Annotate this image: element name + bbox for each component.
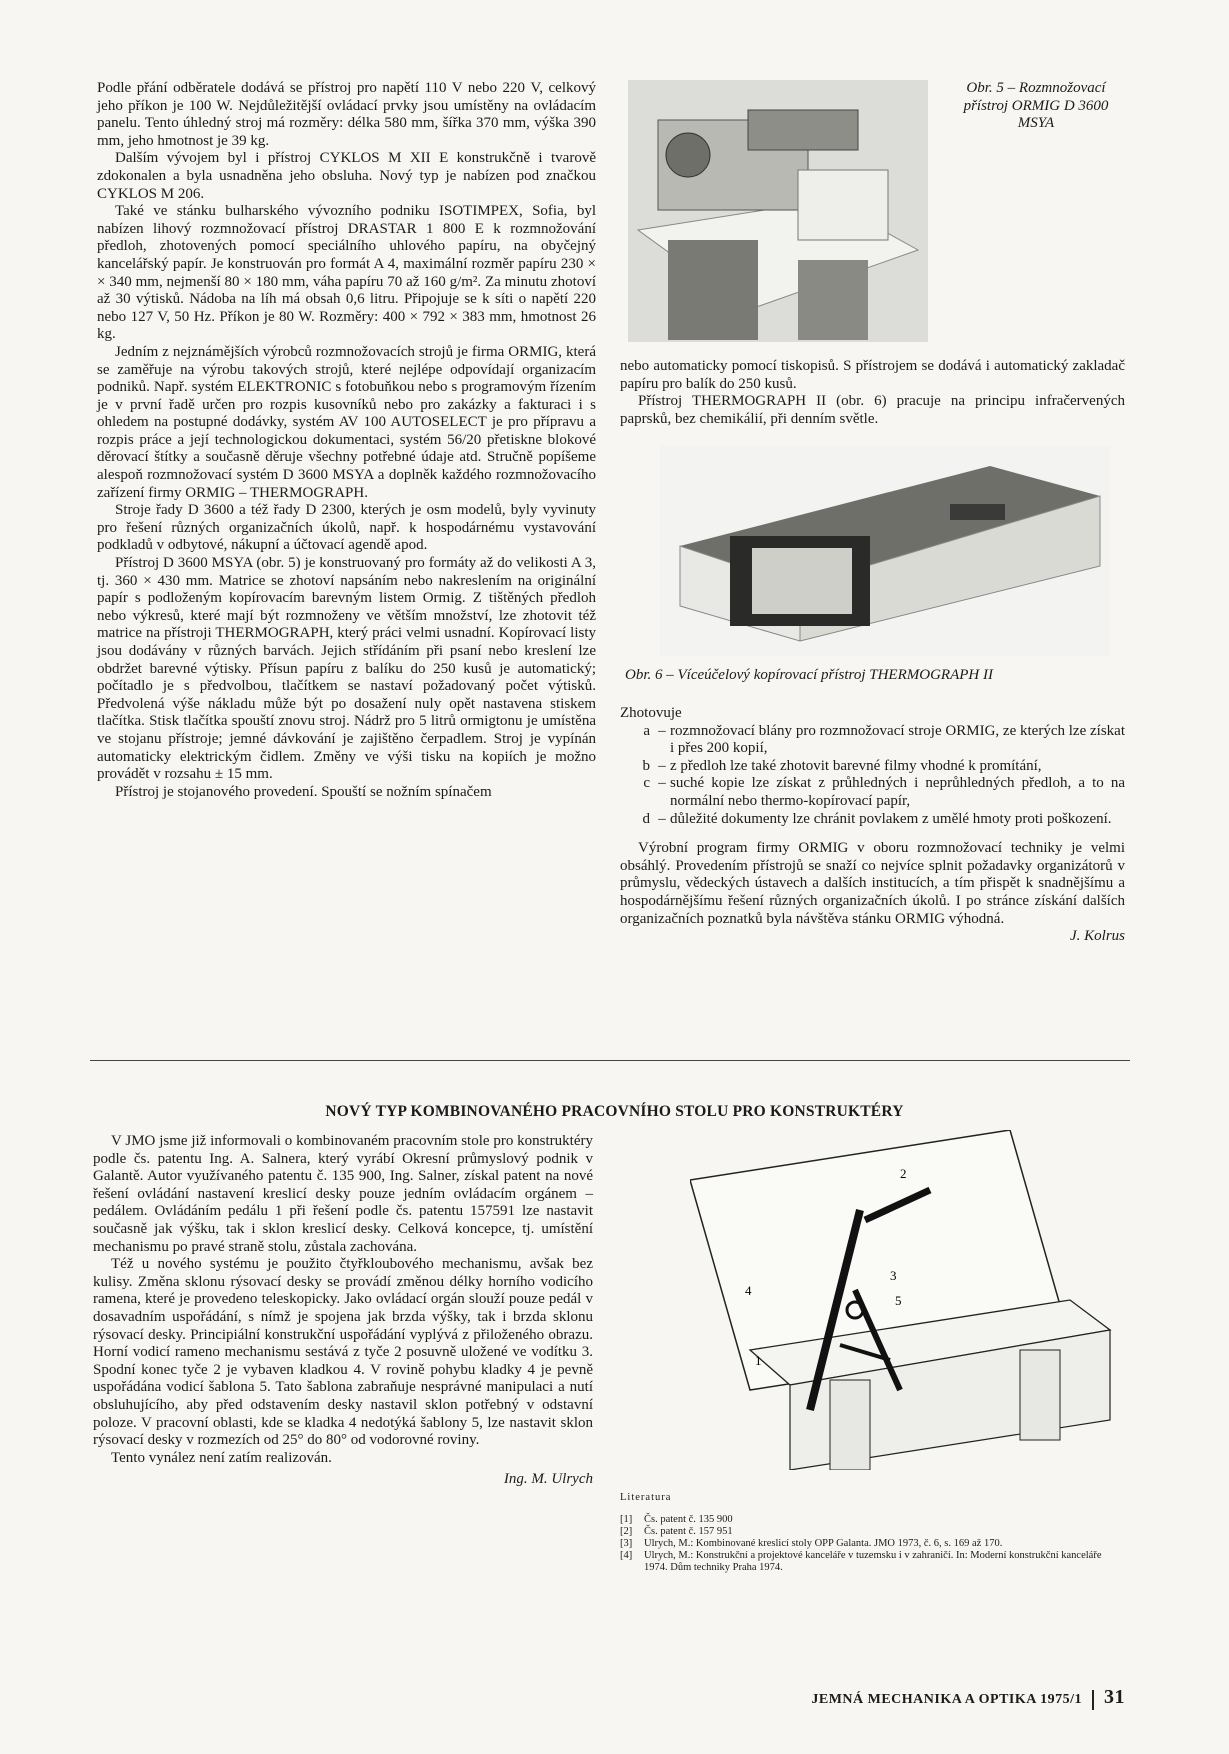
left-column-bottom — [93, 1133, 593, 1489]
list-item: b – z předloh lze také zhotovit barevné filmy vhodné k promítání, — [642, 757, 1042, 774]
paragraph: Také ve stánku bulharského vývozního podniku ISOTIMPEX, Sofia, byl nabízen lihový rozmnožovací přístroj DRASTAR 1 800 E k rozmnožování předloh, zhotovených pomocí speciálního uhlového papíru, na obyčejný kancelářský papír. Je konstruován pro formát A 4, maximální rozměr papíru 230 × × 340 mm, nejmenší 80 × 180 mm, váha papíru 70 až 160 g/m². Za minutu zhotoví až 30 výtisků. Nádoba na líh má obsah 0,6 litru. Připojuje se k síti o napětí 220 nebo 127 V, 50 Hz. Příkon je 80 W. Rozměry: 400 × 792 × 383 mm, hmotnost 26 kg. — [97, 203, 596, 343]
label-1: 1 — [755, 1353, 762, 1368]
paragraph: Tento vynález není zatím realizován. — [111, 1449, 332, 1466]
references — [620, 1492, 1125, 1574]
figure-6-caption: Obr. 6 – Víceúčelový kopírovací přístroj THERMOGRAPH II — [625, 667, 993, 683]
paragraph: V JMO jsme již informovali o kombinovaném pracovním stole pro konstruktéry podle čs. patentu Ing. A. Salnera, který vyrábí Okresní průmyslový podnik v Galantě. Autor využívaného patentu č. 135 900, Ing. Salner, získal patent na nové řešení ovládání nastavení kreslicí desky pouze jedním ovládacím orgánem – pedálem. Ovládáním pedálu 1 při řešení podle čs. patentu 157591 lze nastavit současně jak výšku, tak i sklon kreslicí desky. Celková koncepce, tj. umístění mechanismu po pravé straně stolu, zůstala zachována. — [93, 1133, 593, 1255]
thermograph-illustration — [660, 446, 1110, 656]
paragraph: Výrobní program firmy ORMIG v oboru rozmnožovací techniky je velmi obsáhlý. Provedením přístrojů se snaží co nejvíce splnit požadavky organizátorů v průmyslu, vědeckých ústavech a dalších institucích, a tím přispět k snadnějšímu a hospodárnějšímu řešení různých organizačních úkolů. I po stránce získání dalších organizačních poznatků byla návštěva stánku ORMIG výhodná. — [620, 840, 1125, 927]
label-4: 4 — [745, 1283, 752, 1298]
article-heading: NOVÝ TYP KOMBINOVANÉHO PRACOVNÍHO STOLU PRO KONSTRUKTÉRY — [325, 1103, 904, 1120]
right-column-upper-text — [620, 358, 1125, 428]
right-column-lower-text — [620, 705, 1125, 946]
reference-item: [3] Ulrych, M.: Kombinované kreslicí stoly OPP Galanta. JMO 1973, č. 6, s. 169 až 170. — [620, 1538, 1003, 1549]
label-5: 5 — [895, 1293, 902, 1308]
list-item: d – důležité dokumenty lze chránit povlakem z umělé hmoty proti poškození. — [642, 810, 1112, 827]
reference-item: [4] Ulrych, M.: Konstrukční a projektové kanceláře v tuzemsku i v zahraničí. In: Moderní konstrukční kanceláře 1974. Dům techniky Praha 1974. — [620, 1550, 1102, 1573]
journal-name: JEMNÁ MECHANIKA A OPTIKA 1975/1 — [811, 1692, 1082, 1707]
references-title: Literatura — [620, 1492, 672, 1503]
paragraph: Též u nového systému je použito čtyřkloubového mechanismu, avšak bez kulisy. Změna sklonu rýsovací desky se provádí změnou délky horního vodicího ramena, které je provedeno teleskopicky. Jako ovládací orgán slouží pouze pedál v dosavadním uspořádání, s nímž je spojena jak brzda výšky, tak i brzda sklonu rýsovací desky. Principiální konstrukční uspořádání vyplývá z přiloženého obrazu. Horní vodicí rameno mechanismu sestává z tyče 2 posuvně uložené ve vodítku 3. Spodní konec tyče 2 je vybaven kladkou 4. V rovině pohybu kladky 4 je pevně uspořádána vodicí šablona 5. Tato šablona zabraňuje nesprávné manipulaci a nutí obsluhujícího, aby před odstavením desky nastavil sklon potřebný v odstavní poloze. V pracovní oblasti, kde se kladka 4 nedotýká šablony 5, lze nastavit sklon rýsovací desky v rozmezích od 25° do 80° od vodorovné roviny. — [93, 1256, 593, 1449]
author-signature: J. Kolrus — [1069, 928, 1125, 945]
drafting-table-drawing — [690, 1130, 1120, 1470]
paragraph: Přístroj je stojanového provedení. Spouští se nožním spínačem — [115, 783, 492, 800]
figure-5-photo — [628, 80, 928, 342]
paragraph: Podle přání odběratele dodává se přístroj pro napětí 110 V nebo 220 V, celkový jeho příkon je 100 W. Nejdůležitější ovládací prvky jsou umístěny na ovládacím panelu. Tento úhledný stroj má rozměry: délka 580 mm, šířka 370 mm, výška 390 mm, jeho hmotnost je 39 kg. — [97, 80, 596, 149]
figure-5-caption: Obr. 5 – Rozmnožovací přístroj ORMIG D 3600 MSYA — [963, 80, 1109, 132]
figure-6-photo — [660, 446, 1110, 656]
paragraph: Jedním z nejznámějších výrobců rozmnožovacích strojů je firma ORMIG, která se zaměřuje na výrobu takových strojů, které nejlépe odpovídají organizacím podniků. Např. systém ELEKTRONIC s fotobuňkou nebo s programovým řízením je v první řadě určen pro rozpis kusovníků nebo pro zakázky a fakturaci i s ohledem na postupné dodávky, systém AV 100 AUTOSELECT je pro přípravu a rozpis práce a její technologickou dokumentaci, systém 56/20 přetiskne blokové děrovací štítky a současně děruje všechny potřebné údaje atd. Stručně popíšeme alespoň rozmnožovací systém D 3600 MSYA a doplněk každého rozmnožovacího zařízení firmy ORMIG – THERMOGRAPH. — [97, 343, 596, 501]
left-column-top — [97, 80, 596, 801]
paragraph: Přístroj D 3600 MSYA (obr. 5) je konstruovaný pro formáty až do velikosti A 3, tj. 360 × 430 mm. Matrice se zhotoví napsáním nebo nakreslením na originální papír s podloženým kopírovacím barevným listem Ormig. Z tištěných předloh nebo výkresů, které mají být rozmnoženy ve větším množství, lze zhotovit též matrice na přístroji THERMOGRAPH, který práci velmi usnadní. Kopírovací listy jsou dodávány v různých barvách. Jejich střídáním při psaní nebo kreslení lze obdržet barevné výtisky. Přísun papíru z balíku do 250 kusů je automatický; počítadlo je s předvolbou, tlačítkem se nastaví požadovaný počet výtisků. Předvolená výše nákladu může být po dosažení nuly opět nastavena stiskem tlačítka. Stisk tlačítka spouští znovu stroj. Nádrž pro 5 litrů ormigtonu je umístěna ve stojanu přístroje; jemné dávkování je zajištěno čerpadlem. Stroj je vypínán automaticky elektrickým čidlem. Změny ve výši tisku na kopiích je možno provádět v rozsahu ± 15 mm. — [97, 555, 596, 783]
list-intro: Zhotovuje — [620, 705, 682, 721]
list-item: c – suché kopie lze získat z průhledných i neprůhledných předloh, a to na normální nebo thermo-kopírovací papír, — [643, 775, 1125, 809]
footer-divider — [1092, 1690, 1094, 1710]
page-number: 31 — [1104, 1686, 1125, 1708]
label-3: 3 — [890, 1268, 897, 1283]
page-footer — [800, 1686, 1125, 1710]
paragraph: Přístroj THERMOGRAPH II (obr. 6) pracuje na principu infračervených paprsků, bez chemikálií, při denním světle. — [620, 393, 1125, 427]
list-item: a – rozmnožovací blány pro rozmnožovací stroje ORMIG, ze kterých lze získat i přes 200 kopií, — [643, 722, 1125, 757]
paragraph: Dalším vývojem byl i přístroj CYKLOS M XII E konstrukčně i tvarově zdokonalen a byla usnadněna jeho obsluha. Nový typ je nabízen pod značkou CYKLOS M 206. — [97, 150, 596, 202]
reference-item: [2] Čs. patent č. 157 951 — [620, 1526, 733, 1537]
section-divider — [90, 1060, 1130, 1061]
ormig-duplicator-illustration — [628, 80, 928, 342]
product-list — [620, 723, 1125, 829]
label-2: 2 — [900, 1166, 907, 1181]
paragraph: Stroje řady D 3600 a též řady D 2300, kterých je osm modelů, byly vyvinuty pro řešení různých organizačních úkolů, např. k hospodárnému vystavování podkladů v odbytové, nákupní a účtovací agendě apod. — [97, 502, 596, 554]
reference-item: [1] Čs. patent č. 135 900 — [620, 1514, 733, 1525]
drafting-table-figure — [690, 1130, 1120, 1470]
paragraph: nebo automaticky pomocí tiskopisů. S přístrojem se dodává i automatický zakladač papíru pro balík do 250 kusů. — [620, 358, 1125, 392]
author-signature: Ing. M. Ulrych — [503, 1471, 593, 1488]
